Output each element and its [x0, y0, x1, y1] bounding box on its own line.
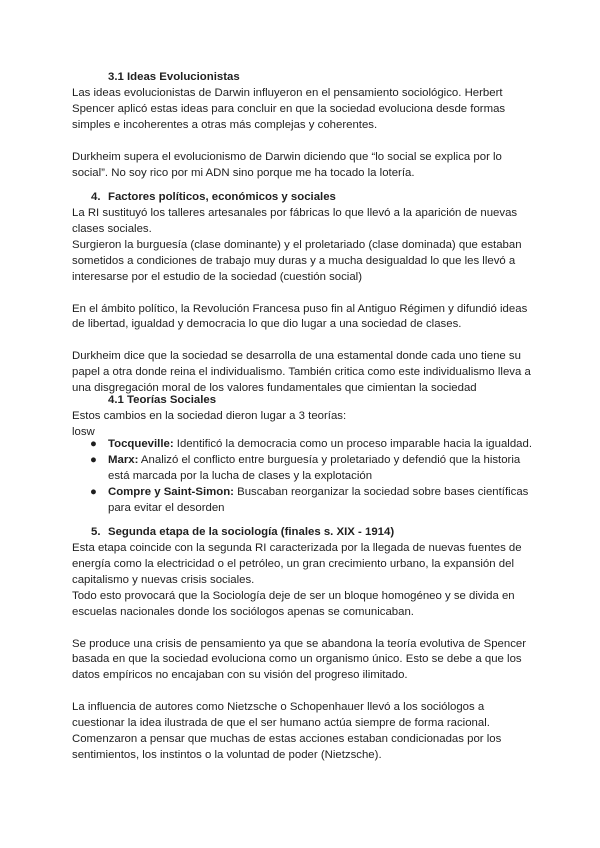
paragraph: losw — [72, 425, 95, 438]
bullet-icon: ● — [90, 438, 97, 450]
bullet-icon: ● — [90, 485, 97, 498]
section-title: Segunda etapa de la sociología (finales s. XIX - 1914) — [108, 526, 395, 538]
paragraph: Durkheim supera el evolucionismo de Darwin diciendo que “lo social se explica por lo social”. No soy rico por mi ADN sino porque me ha tocado la lotería. — [72, 150, 502, 179]
paragraph: Las ideas evolucionistas de Darwin influyeron en el pensamiento sociológico. Herbert Spencer aplicó estas ideas para concluir en que la sociedad evoluciona desde formas simples e incoherentes a otras más complejas y coherentes. — [72, 87, 506, 131]
section-4-body — [72, 206, 532, 397]
section-3-1-heading: 3.1 Ideas Evolucionistas — [108, 71, 240, 83]
paragraph: La influencia de autores como Nietzsche o Schopenhauer llevó a los sociólogos a cuestionar la idea ilustrada de que el ser humano actúa siempre de forma racional. — [72, 701, 490, 730]
section-4-heading — [91, 190, 336, 206]
paragraph: La RI sustituyó los talleres artesanales por fábricas lo que llevó a la aparición de nuevas clases sociales. — [72, 207, 518, 235]
list-item — [72, 437, 532, 453]
paragraph: Todo esto provocará que la Sociología deje de ser un bloque homogéneo y se divida en escuelas nacionales donde los sociólogos apenas se comunicaban. — [72, 589, 515, 618]
paragraph: Surgieron la burguesía (clase dominante) y el proletariado (clase dominada) que estaban sometidos a condiciones de trabajo muy duras y a mucha desigualdad lo que les llevó a interesarse por el estudio de la sociedad (cuestión social) — [72, 238, 522, 283]
list-item-text: Analizó el conflicto entre burguesía y proletariado y defendió que la historia está marcada por la lucha de clases y la explotación — [108, 453, 521, 482]
list-item-separator: : — [230, 485, 234, 498]
paragraph: Comenzaron a pensar que muchas de estas acciones estaban condicionadas por los sentimientos, los instintos o la voluntad de poder (Nietzsche). — [72, 733, 502, 761]
list-item-name: Marx — [108, 453, 135, 466]
theories-list — [72, 437, 532, 517]
list-item-name: Tocqueville — [108, 438, 170, 450]
list-item-text: Buscaban reorganizar la sociedad sobre bases científicas para evitar el desorden — [108, 485, 529, 514]
list-item — [72, 453, 532, 485]
section-5-body — [72, 541, 532, 764]
paragraph: Se produce una crisis de pensamiento ya que se abandona la teoría evolutiva de Spencer basada en que la sociedad evoluciona como un organismo único. Esto se debe a que los datos empíricos no encajaban con su visión del progreso ilimitado. — [72, 637, 527, 682]
list-item-separator: : — [169, 438, 174, 450]
paragraph: Esta etapa coincide con la segunda RI caracterizada por la llegada de nuevas fuentes de energía como la electricidad o el petróleo, un gran crecimiento urbano, la expansión del capitalismo y nuevas crisis sociales. — [72, 542, 522, 586]
paragraph: Durkheim dice que la sociedad se desarrolla de una estamental donde cada uno tiene su papel a otra donde reina el individualismo. También critica como este individualismo lleva a una disgregación moral de los valores fundamentales que cimientan la sociedad — [72, 350, 531, 395]
section-5-heading — [91, 525, 394, 541]
list-item-text: Identificó la democracia como un proceso imparable hacia la igualdad. — [173, 438, 533, 450]
bullet-icon: ● — [90, 453, 97, 466]
list-item-name: Compre y Saint-Simon — [108, 485, 231, 498]
paragraph: En el ámbito político, la Revolución Francesa puso fin al Antiguo Régimen y difundió ideas de libertad, igualdad y democracia lo que dio lugar a una sociedad de clases. — [72, 302, 528, 331]
paragraph: Estos cambios en la sociedad dieron lugar a 3 teorías: — [72, 410, 347, 422]
section-title: Factores políticos, económicos y sociales — [108, 191, 336, 203]
section-3-1-body — [72, 86, 532, 182]
section-number: 4. — [91, 191, 101, 203]
list-item — [72, 485, 532, 517]
section-number: 5. — [91, 526, 101, 538]
list-item-separator: : — [134, 453, 139, 466]
section-4-1-heading: 4.1 Teorías Sociales — [108, 394, 217, 406]
